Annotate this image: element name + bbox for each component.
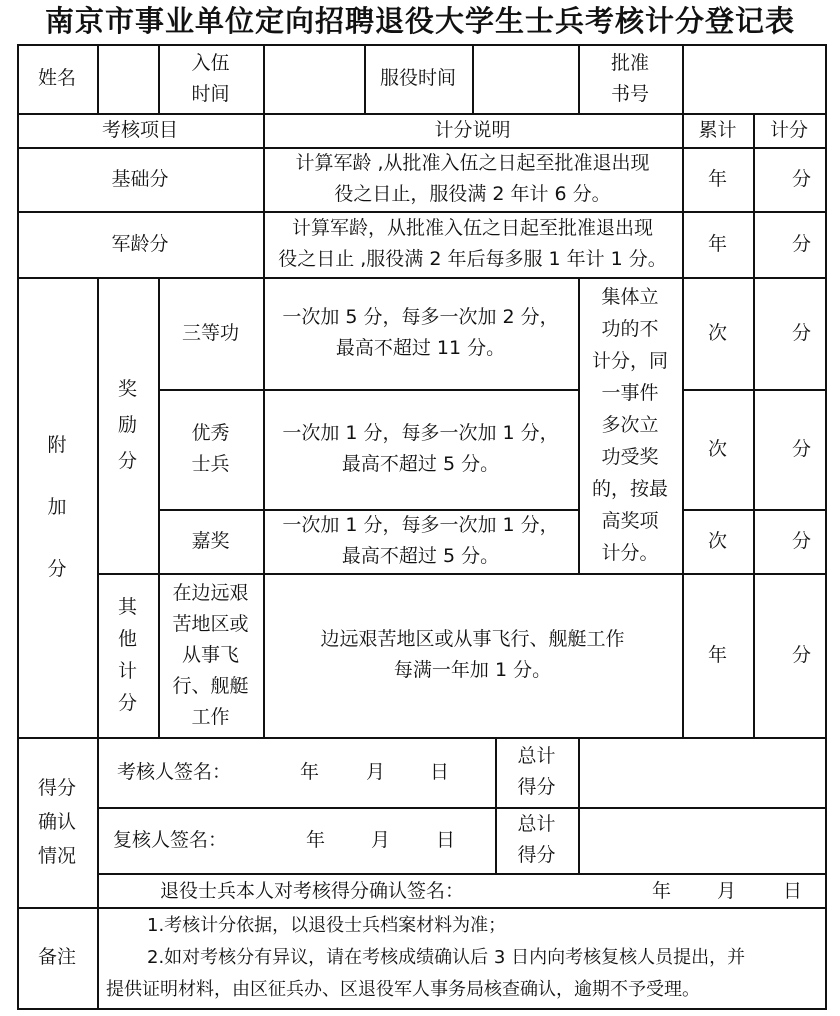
approval-number-field[interactable] xyxy=(682,44,825,113)
remarks-line-3: 提供证明材料，由区征兵办、区退役军人事务局核查确认，逾期不予受理。 xyxy=(106,979,700,1000)
additional-points-label: 附 加 分 xyxy=(47,434,67,580)
rechecker-total-field[interactable] xyxy=(578,807,825,873)
reviewer-day: 日 xyxy=(430,761,450,783)
service-age-label: 军龄分 xyxy=(111,232,169,255)
reward-note: 集体立 功的不 计分，同 一事件 多次立 功受奖 的，按最 高奖项 计分。 xyxy=(591,286,668,564)
reviewer-month: 月 xyxy=(366,761,386,783)
service-time-label: 服役时间 xyxy=(379,67,456,89)
reviewer-year: 年 xyxy=(300,761,320,783)
remote-area-points[interactable]: 分 xyxy=(791,643,811,666)
outstanding-soldier-count[interactable]: 次 xyxy=(707,437,727,460)
reviewer-total-label: 总计 得分 xyxy=(517,745,556,798)
soldier-confirmation-label: 退役士兵本人对考核得分确认签名： xyxy=(160,880,465,902)
outstanding-soldier-label: 优秀 士兵 xyxy=(191,422,230,475)
base-score-years[interactable]: 年 xyxy=(707,167,727,190)
remarks-line-2: 2.如对考核分有异议，请在考核成绩确认后 3 日内向考核复核人员提出，并 xyxy=(147,947,746,968)
rechecker-day: 日 xyxy=(436,829,456,851)
rechecker-total-label: 总计 得分 xyxy=(517,813,556,866)
base-score-label: 基础分 xyxy=(111,167,169,190)
commendation-label: 嘉奖 xyxy=(191,529,230,552)
reviewer-signature-label: 考核人签名： xyxy=(117,761,232,783)
form-title: 南京市事业单位定向招聘退役大学生士兵考核计分登记表 xyxy=(44,4,795,38)
commendation-description: 一次加 1 分，每多一次加 1 分， 最高不超过 5 分。 xyxy=(282,514,559,567)
outstanding-soldier-description: 一次加 1 分，每多一次加 1 分， 最高不超过 5 分。 xyxy=(282,422,559,475)
commendation-count[interactable]: 次 xyxy=(707,529,727,552)
reviewer-total-field[interactable] xyxy=(578,737,825,807)
remarks-line-1: 1.考核计分依据，以退役士兵档案材料为准； xyxy=(147,915,507,936)
rechecker-signature-label: 复核人签名： xyxy=(113,829,228,851)
service-age-description: 计算军龄，从批准入伍之日起至批准退出现 役之日止 ,服役满 2 年后每多服 1 年计 1 分。 xyxy=(278,217,667,270)
base-score-description: 计算军龄 ,从批准入伍之日起至批准退出现 役之日止，服役满 2 年计 6 分。 xyxy=(295,152,650,205)
soldier-day: 日 xyxy=(783,880,803,902)
score-confirmation-label: 得分 确认 情况 xyxy=(37,777,76,867)
reward-points-label: 奖 励 分 xyxy=(117,378,137,472)
column-total: 累计 xyxy=(698,118,737,141)
third-class-merit-label: 三等功 xyxy=(181,321,239,344)
third-class-merit-points[interactable]: 分 xyxy=(791,321,811,344)
rechecker-year: 年 xyxy=(306,829,326,851)
outstanding-soldier-points[interactable]: 分 xyxy=(791,437,811,460)
remarks-label: 备注 xyxy=(37,946,76,968)
base-score-points[interactable]: 分 xyxy=(791,167,811,190)
third-class-merit-description: 一次加 5 分，每多一次加 2 分， 最高不超过 11 分。 xyxy=(282,306,559,359)
column-item: 考核项目 xyxy=(101,118,178,141)
remote-area-years[interactable]: 年 xyxy=(707,643,727,666)
other-points-label: 其 他 计 分 xyxy=(117,596,137,714)
soldier-year: 年 xyxy=(652,880,672,902)
service-age-years[interactable]: 年 xyxy=(707,232,727,255)
enlist-time-field[interactable] xyxy=(263,44,364,113)
approval-number-label: 批准 书号 xyxy=(610,51,649,105)
name-label: 姓名 xyxy=(37,67,76,89)
remote-area-description: 边远艰苦地区或从事飞行、舰艇工作 每满一年加 1 分。 xyxy=(320,628,625,681)
rechecker-month: 月 xyxy=(371,829,391,851)
remote-area-label: 在边远艰 苦地区或 从事飞 行、舰艇 工作 xyxy=(172,581,249,728)
commendation-points[interactable]: 分 xyxy=(791,529,811,552)
service-time-field[interactable] xyxy=(472,44,578,113)
name-field[interactable] xyxy=(97,44,158,113)
enlist-time-label: 入伍 时间 xyxy=(191,51,230,105)
column-description: 计分说明 xyxy=(434,118,511,141)
service-age-points[interactable]: 分 xyxy=(791,232,811,255)
third-class-merit-count[interactable]: 次 xyxy=(707,321,727,344)
column-score: 计分 xyxy=(769,118,808,141)
soldier-month: 月 xyxy=(717,880,737,902)
